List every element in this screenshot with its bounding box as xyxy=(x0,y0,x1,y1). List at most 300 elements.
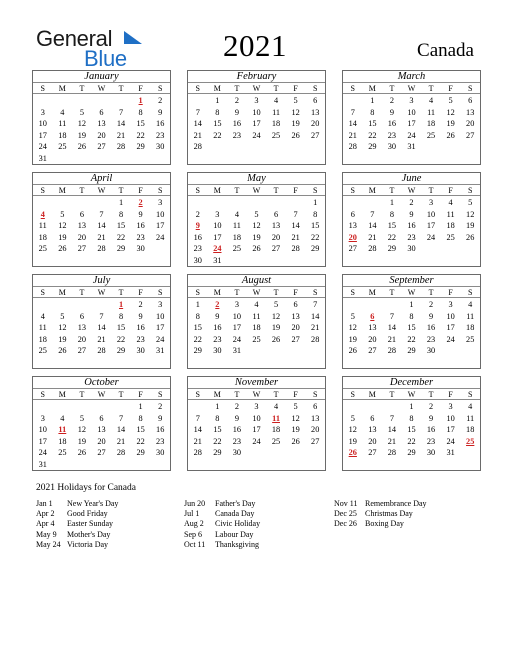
weekday-label: F xyxy=(448,288,453,297)
weekday-label: T xyxy=(428,84,434,93)
day-cell: 27 xyxy=(311,130,320,140)
day-cell: 24 xyxy=(38,448,47,458)
weekday-label: S xyxy=(467,84,473,93)
empty-day-cell xyxy=(53,401,73,413)
day-cell: 3 xyxy=(448,300,453,309)
day-cell: 26 xyxy=(291,436,300,446)
day-cell: 12 xyxy=(446,107,455,117)
day-cell: 28 xyxy=(97,346,106,356)
day-cell: 25 xyxy=(466,334,475,344)
country-name: Canada xyxy=(417,40,474,61)
day-cell: 22 xyxy=(116,232,126,242)
day-cell: 23 xyxy=(426,436,436,446)
holiday-day-cell: 24 xyxy=(213,244,222,254)
day-cell: 30 xyxy=(136,346,145,356)
day-cell: 13 xyxy=(311,107,320,117)
day-cell: 5 xyxy=(273,300,279,309)
day-cell: 19 xyxy=(271,323,281,333)
day-cell: 14 xyxy=(368,221,377,231)
day-cell: 30 xyxy=(193,255,202,265)
day-cell: 5 xyxy=(448,96,453,105)
day-cell: 30 xyxy=(426,346,436,356)
holiday-entry xyxy=(184,499,260,509)
day-cell: 23 xyxy=(426,334,436,344)
day-cell: 21 xyxy=(97,334,106,344)
day-cell: 11 xyxy=(58,119,67,129)
weekday-label: M xyxy=(213,186,221,195)
day-cell: 16 xyxy=(213,323,222,333)
day-cell: 25 xyxy=(271,436,281,446)
day-cell: 4 xyxy=(448,198,453,207)
day-cell: 10 xyxy=(38,119,47,129)
month-title: April xyxy=(33,173,170,185)
day-cell: 6 xyxy=(79,209,84,219)
day-cell: 15 xyxy=(368,119,377,129)
empty-day-cell xyxy=(188,95,208,107)
holiday-name: Mother's Day xyxy=(67,529,111,539)
month-august xyxy=(187,274,326,369)
day-cell: 16 xyxy=(156,119,165,129)
day-cell: 6 xyxy=(468,96,473,105)
day-cell: 19 xyxy=(58,334,67,344)
day-cell: 8 xyxy=(138,413,143,423)
day-cell: 27 xyxy=(348,244,357,254)
year-title: 2021 xyxy=(223,28,287,63)
day-cell: 28 xyxy=(368,244,377,254)
day-cell: 23 xyxy=(407,232,416,242)
day-cell: 19 xyxy=(291,425,300,435)
day-cell: 12 xyxy=(348,323,357,333)
empty-day-cell xyxy=(343,299,363,311)
day-cell: 5 xyxy=(79,413,84,423)
day-cell: 14 xyxy=(97,221,106,231)
day-cell: 24 xyxy=(407,130,416,140)
day-cell: 18 xyxy=(58,130,67,140)
weekday-label: W xyxy=(252,84,261,93)
day-cell: 10 xyxy=(232,311,242,321)
day-cell: 8 xyxy=(409,311,414,321)
day-cell: 22 xyxy=(136,130,145,140)
day-cell: 16 xyxy=(407,221,416,231)
holiday-day-cell: 1 xyxy=(138,96,143,105)
weekday-label: T xyxy=(273,186,279,195)
empty-day-cell xyxy=(33,95,53,107)
empty-day-cell xyxy=(111,401,131,413)
day-cell: 2 xyxy=(195,209,200,219)
month-march xyxy=(342,70,481,165)
day-cell: 23 xyxy=(136,334,145,344)
weekday-label: F xyxy=(293,186,298,195)
day-cell: 21 xyxy=(193,130,202,140)
empty-day-cell xyxy=(266,197,286,209)
day-cell: 1 xyxy=(389,198,394,207)
weekday-label: M xyxy=(213,84,221,93)
day-cell: 9 xyxy=(138,311,143,321)
month-title: July xyxy=(33,275,170,287)
day-cell: 9 xyxy=(428,311,434,321)
day-cell: 2 xyxy=(428,402,434,411)
day-cell: 21 xyxy=(368,232,377,242)
day-grid xyxy=(33,196,170,255)
day-cell: 16 xyxy=(232,119,242,129)
day-cell: 14 xyxy=(97,323,106,333)
day-cell: 2 xyxy=(234,96,239,105)
day-cell: 28 xyxy=(387,448,397,458)
day-cell: 7 xyxy=(293,209,298,219)
day-grid xyxy=(343,196,480,255)
day-cell: 13 xyxy=(348,221,357,231)
day-cell: 6 xyxy=(313,402,318,411)
day-cell: 22 xyxy=(407,436,416,446)
day-cell: 25 xyxy=(58,142,67,152)
day-cell: 15 xyxy=(136,119,145,129)
month-title: June xyxy=(343,173,480,185)
holiday-column xyxy=(36,499,118,550)
weekday-label: F xyxy=(138,186,143,195)
day-cell: 24 xyxy=(38,142,47,152)
empty-day-cell xyxy=(382,401,402,413)
empty-day-cell xyxy=(188,197,208,209)
holiday-entry xyxy=(184,530,260,540)
day-cell: 10 xyxy=(426,209,436,219)
day-cell: 18 xyxy=(271,119,281,129)
day-cell: 22 xyxy=(311,232,320,242)
day-cell: 4 xyxy=(273,402,279,411)
day-cell: 12 xyxy=(291,107,300,117)
day-cell: 8 xyxy=(138,107,143,117)
holiday-day-cell: 2 xyxy=(215,300,220,309)
day-cell: 6 xyxy=(99,107,104,117)
holiday-name: Boxing Day xyxy=(365,519,404,529)
day-cell: 27 xyxy=(311,436,320,446)
day-cell: 1 xyxy=(409,300,414,309)
day-cell: 26 xyxy=(271,334,281,344)
day-cell: 14 xyxy=(116,425,126,435)
day-cell: 12 xyxy=(77,119,87,129)
day-cell: 19 xyxy=(291,119,300,129)
day-cell: 5 xyxy=(254,209,259,219)
day-cell: 14 xyxy=(193,119,202,129)
weekday-label: S xyxy=(312,288,318,297)
day-cell: 28 xyxy=(193,142,202,152)
weekday-label: S xyxy=(350,390,355,399)
day-cell: 17 xyxy=(446,323,455,333)
weekday-label: F xyxy=(448,186,453,195)
day-cell: 7 xyxy=(99,209,104,219)
day-cell: 29 xyxy=(136,142,145,152)
day-cell: 18 xyxy=(466,323,475,333)
day-cell: 25 xyxy=(271,130,281,140)
day-cell: 15 xyxy=(136,425,145,435)
day-cell: 7 xyxy=(195,413,200,423)
day-cell: 12 xyxy=(58,323,67,333)
day-cell: 9 xyxy=(428,413,434,423)
holiday-day-cell: 4 xyxy=(40,209,45,219)
holiday-entry xyxy=(36,540,118,550)
day-cell: 6 xyxy=(273,209,279,219)
day-cell: 20 xyxy=(97,436,106,446)
weekday-label: W xyxy=(407,288,416,297)
weekday-label: S xyxy=(157,84,163,93)
day-cell: 4 xyxy=(40,311,45,321)
day-cell: 20 xyxy=(466,119,475,129)
day-cell: 14 xyxy=(387,425,397,435)
weekday-label: S xyxy=(157,186,163,195)
weekday-label: W xyxy=(97,186,106,195)
day-cell: 18 xyxy=(466,425,475,435)
day-cell: 17 xyxy=(38,130,47,140)
day-cell: 4 xyxy=(468,300,473,309)
empty-day-cell xyxy=(343,401,363,413)
day-cell: 13 xyxy=(97,425,106,435)
weekday-label: W xyxy=(407,84,416,93)
day-cell: 2 xyxy=(409,198,414,207)
day-cell: 1 xyxy=(215,96,220,105)
day-cell: 9 xyxy=(158,107,163,117)
day-cell: 3 xyxy=(254,402,259,411)
holiday-name: New Year's Day xyxy=(67,499,119,508)
weekday-label: M xyxy=(368,288,376,297)
day-cell: 17 xyxy=(426,221,436,231)
holiday-entry xyxy=(334,519,427,529)
empty-day-cell xyxy=(92,197,112,209)
holiday-date: Dec 26 xyxy=(334,519,357,529)
day-cell: 11 xyxy=(38,221,47,231)
weekday-header xyxy=(33,185,170,196)
holiday-name: Easter Sunday xyxy=(67,519,113,529)
day-cell: 10 xyxy=(156,209,165,219)
empty-day-cell xyxy=(343,95,363,107)
day-cell: 25 xyxy=(232,244,242,254)
weekday-label: T xyxy=(428,390,434,399)
day-cell: 21 xyxy=(291,232,300,242)
weekday-label: T xyxy=(273,84,279,93)
day-cell: 24 xyxy=(232,334,242,344)
weekday-label: T xyxy=(389,288,395,297)
weekday-label: T xyxy=(234,288,240,297)
holiday-day-cell: 11 xyxy=(58,425,67,435)
day-cell: 18 xyxy=(232,232,242,242)
day-cell: 26 xyxy=(58,346,67,356)
holiday-name: Civic Holiday xyxy=(215,519,261,529)
day-cell: 16 xyxy=(426,425,436,435)
day-cell: 15 xyxy=(116,323,126,333)
day-cell: 4 xyxy=(273,96,279,105)
day-cell: 8 xyxy=(195,311,200,321)
holiday-entry xyxy=(184,519,260,529)
holiday-date: Sep 6 xyxy=(184,529,202,539)
month-title: August xyxy=(188,275,325,287)
weekday-label: W xyxy=(252,390,261,399)
holiday-entry xyxy=(184,540,260,550)
day-cell: 19 xyxy=(252,232,261,242)
day-grid xyxy=(343,400,480,459)
day-cell: 13 xyxy=(311,413,320,423)
empty-day-cell xyxy=(33,299,53,311)
day-cell: 9 xyxy=(389,107,394,117)
day-cell: 9 xyxy=(234,413,239,423)
empty-day-cell xyxy=(72,401,92,413)
logo-text-blue: Blue xyxy=(84,46,127,71)
day-cell: 23 xyxy=(213,334,222,344)
day-cell: 21 xyxy=(387,334,397,344)
day-cell: 4 xyxy=(60,413,65,423)
day-cell: 20 xyxy=(77,232,87,242)
day-cell: 15 xyxy=(311,221,320,231)
empty-day-cell xyxy=(72,197,92,209)
day-cell: 1 xyxy=(195,300,200,309)
day-cell: 11 xyxy=(466,311,475,321)
day-cell: 2 xyxy=(158,402,163,411)
weekday-label: F xyxy=(138,288,143,297)
empty-day-cell xyxy=(53,299,73,311)
day-cell: 28 xyxy=(311,334,320,344)
day-cell: 24 xyxy=(252,130,261,140)
day-cell: 28 xyxy=(97,244,106,254)
day-cell: 30 xyxy=(136,244,145,254)
day-cell: 2 xyxy=(234,402,239,411)
empty-day-cell xyxy=(343,197,363,209)
day-cell: 31 xyxy=(232,346,242,356)
day-cell: 11 xyxy=(446,209,455,219)
weekday-label: S xyxy=(312,186,318,195)
day-cell: 19 xyxy=(446,119,455,129)
day-cell: 23 xyxy=(193,244,202,254)
day-cell: 28 xyxy=(116,142,126,152)
empty-day-cell xyxy=(72,299,92,311)
holiday-column xyxy=(184,499,260,550)
holiday-day-cell: 6 xyxy=(370,311,375,321)
weekday-label: T xyxy=(234,186,240,195)
weekday-label: T xyxy=(389,186,395,195)
day-cell: 10 xyxy=(252,107,261,117)
day-cell: 25 xyxy=(58,448,67,458)
holiday-entry xyxy=(36,499,118,509)
weekday-label: S xyxy=(195,186,200,195)
weekday-label: T xyxy=(79,288,85,297)
day-cell: 20 xyxy=(77,334,87,344)
holiday-date: Jul 1 xyxy=(184,509,200,519)
day-cell: 14 xyxy=(348,119,357,129)
weekday-header xyxy=(33,389,170,400)
day-cell: 15 xyxy=(407,425,416,435)
weekday-label: S xyxy=(157,390,163,399)
day-cell: 27 xyxy=(291,334,300,344)
day-cell: 12 xyxy=(58,221,67,231)
weekday-label: F xyxy=(293,390,298,399)
holiday-date: Aug 2 xyxy=(184,519,204,529)
empty-day-cell xyxy=(92,401,112,413)
day-cell: 17 xyxy=(156,323,165,333)
day-cell: 1 xyxy=(313,198,318,207)
day-cell: 30 xyxy=(387,142,397,152)
day-cell: 19 xyxy=(58,232,67,242)
day-cell: 23 xyxy=(136,232,145,242)
weekday-label: S xyxy=(40,390,45,399)
month-february xyxy=(187,70,326,165)
day-cell: 3 xyxy=(428,198,434,207)
weekday-header xyxy=(343,389,480,400)
day-cell: 24 xyxy=(426,232,436,242)
holiday-date: Jun 20 xyxy=(184,499,206,508)
day-cell: 14 xyxy=(193,425,202,435)
day-cell: 16 xyxy=(232,425,242,435)
weekday-label: W xyxy=(97,288,106,297)
day-cell: 31 xyxy=(213,255,222,265)
day-grid xyxy=(33,298,170,357)
weekday-label: T xyxy=(428,288,434,297)
day-cell: 5 xyxy=(293,96,298,105)
day-cell: 29 xyxy=(116,346,126,356)
day-cell: 24 xyxy=(252,436,261,446)
weekday-label: T xyxy=(389,84,395,93)
day-cell: 23 xyxy=(387,130,397,140)
day-cell: 19 xyxy=(348,436,357,446)
day-cell: 3 xyxy=(40,413,45,423)
day-cell: 21 xyxy=(116,130,126,140)
day-cell: 11 xyxy=(427,107,436,117)
holiday-name: Victoria Day xyxy=(67,539,109,549)
day-cell: 20 xyxy=(368,436,377,446)
holiday-date: Nov 11 xyxy=(334,499,358,508)
day-cell: 6 xyxy=(79,311,84,321)
month-july xyxy=(32,274,171,369)
holiday-name: Good Friday xyxy=(67,509,108,519)
day-cell: 3 xyxy=(40,107,45,117)
day-cell: 1 xyxy=(409,402,414,411)
month-title: February xyxy=(188,71,325,83)
day-cell: 11 xyxy=(232,221,241,231)
month-title: May xyxy=(188,173,325,185)
day-cell: 19 xyxy=(466,221,475,231)
day-cell: 31 xyxy=(38,153,47,163)
day-cell: 4 xyxy=(468,402,473,411)
day-cell: 11 xyxy=(466,413,475,423)
day-cell: 5 xyxy=(350,413,355,423)
day-cell: 12 xyxy=(252,221,261,231)
weekday-label: F xyxy=(293,288,298,297)
day-cell: 17 xyxy=(407,119,416,129)
day-cell: 6 xyxy=(293,300,298,309)
day-grid xyxy=(188,196,325,267)
weekday-label: S xyxy=(467,186,473,195)
holiday-date: Dec 25 xyxy=(334,509,357,519)
weekday-label: T xyxy=(234,84,240,93)
day-cell: 7 xyxy=(195,107,200,117)
day-cell: 25 xyxy=(252,334,261,344)
day-cell: 10 xyxy=(446,311,455,321)
weekday-header xyxy=(33,83,170,94)
day-cell: 29 xyxy=(116,244,126,254)
day-cell: 26 xyxy=(252,244,261,254)
day-cell: 12 xyxy=(271,311,281,321)
weekday-header xyxy=(33,287,170,298)
day-cell: 21 xyxy=(193,436,202,446)
day-cell: 16 xyxy=(193,232,202,242)
day-cell: 27 xyxy=(97,448,106,458)
day-cell: 17 xyxy=(38,436,47,446)
holiday-name: Christmas Day xyxy=(365,509,413,519)
month-title: November xyxy=(188,377,325,389)
day-cell: 22 xyxy=(213,130,222,140)
day-cell: 15 xyxy=(407,323,416,333)
day-cell: 23 xyxy=(232,130,242,140)
day-cell: 10 xyxy=(252,413,261,423)
day-cell: 25 xyxy=(38,244,47,254)
month-december xyxy=(342,376,481,471)
day-cell: 20 xyxy=(368,334,377,344)
holiday-entry xyxy=(36,530,118,540)
